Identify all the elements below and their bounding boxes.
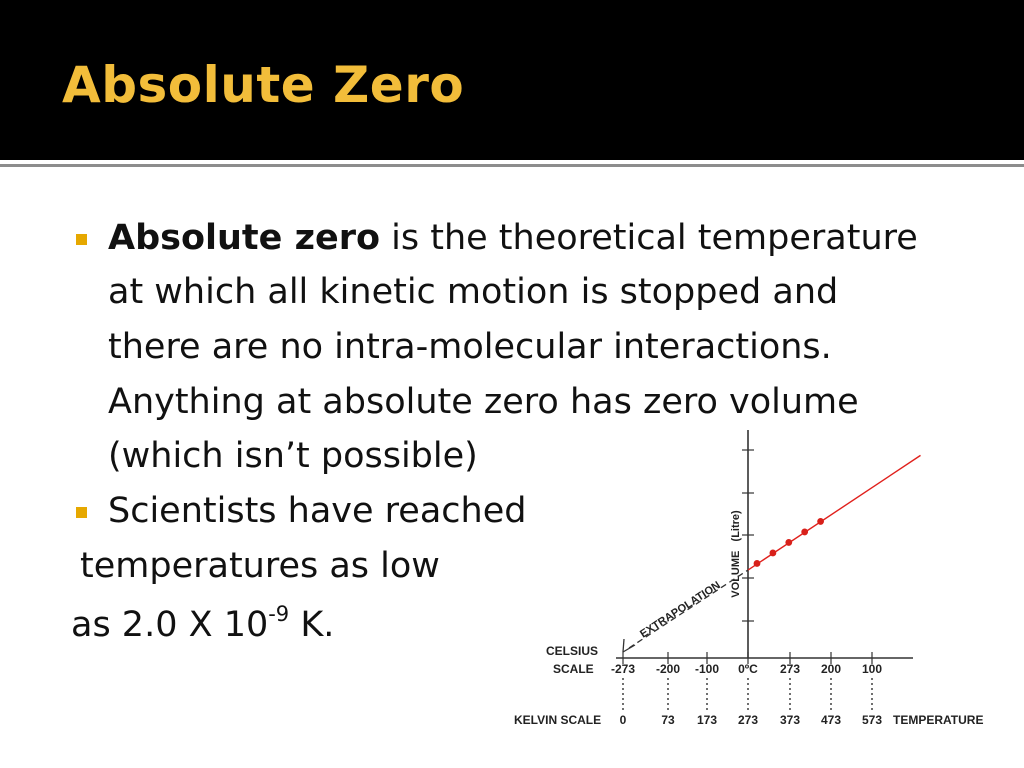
bullet2-line2: temperatures as low xyxy=(80,546,440,586)
celsius-tick-label: -200 xyxy=(655,662,681,676)
data-point xyxy=(769,550,776,557)
kelvin-tick-label: 273 xyxy=(737,713,759,727)
bullet1-line3: there are no intra-molecular interactions. xyxy=(108,327,832,367)
x-axis-label: TEMPERATURE xyxy=(893,713,984,727)
bullet2-line3-suffix: K. xyxy=(289,605,335,645)
kelvin-tick-label: 573 xyxy=(861,713,883,727)
header-rule-gray xyxy=(0,164,1024,167)
kelvin-guides xyxy=(623,678,872,711)
kelvin-tick-labels xyxy=(620,713,883,727)
extrapolation-arrow-icon xyxy=(623,645,635,652)
celsius-scale-label-line2: SCALE xyxy=(553,662,594,676)
bullet1-line2: at which all kinetic motion is stopped and xyxy=(108,272,839,312)
celsius-tick-label: 200 xyxy=(820,662,842,676)
volume-temperature-chart xyxy=(508,428,1008,733)
kelvin-scale-label: KELVIN SCALE xyxy=(514,713,602,727)
celsius-scale-label-line1: CELSIUS xyxy=(546,644,599,658)
kelvin-tick-label: 173 xyxy=(696,713,718,727)
celsius-tick-label: 273 xyxy=(779,662,801,676)
data-point xyxy=(785,539,792,546)
bullet-square-icon xyxy=(76,507,87,518)
kelvin-tick-label: 473 xyxy=(820,713,842,727)
bullet1-line4: Anything at absolute zero has zero volume xyxy=(108,382,859,422)
celsius-tick-label: -273 xyxy=(610,662,636,676)
bullet2-exponent: -9 xyxy=(268,602,290,626)
data-point xyxy=(817,518,824,525)
data-point xyxy=(754,560,761,567)
bullet2-line3 xyxy=(71,604,334,643)
slide-title: Absolute Zero xyxy=(62,56,465,114)
title-bar xyxy=(0,0,1024,160)
bullet1-line1 xyxy=(108,218,918,258)
data-point xyxy=(801,529,808,536)
kelvin-tick-label: 0 xyxy=(619,713,627,727)
celsius-tick-label: 0ºC xyxy=(738,662,758,676)
bullet-square-icon xyxy=(76,234,87,245)
celsius-tick-label: 100 xyxy=(861,662,883,676)
kelvin-tick-label: 373 xyxy=(779,713,801,727)
extrapolation-label: EXTRAPOLATION xyxy=(638,579,723,641)
y-axis-label: VOLUME (Litre) xyxy=(730,510,742,598)
bullet2-line1: Scientists have reached xyxy=(108,491,527,531)
extrapolation-arrow-icon xyxy=(623,639,624,652)
bullet1-line1-rest: is the theoretical temperature xyxy=(380,218,918,258)
celsius-tick-label: -100 xyxy=(694,662,720,676)
celsius-tick-labels xyxy=(611,662,882,676)
bold-term: Absolute zero xyxy=(108,218,381,258)
bullet1-line5: (which isn’t possible) xyxy=(108,436,478,476)
kelvin-tick-label: 73 xyxy=(661,713,675,727)
bullet2-line3-prefix: as 2.0 X 10 xyxy=(71,605,269,645)
